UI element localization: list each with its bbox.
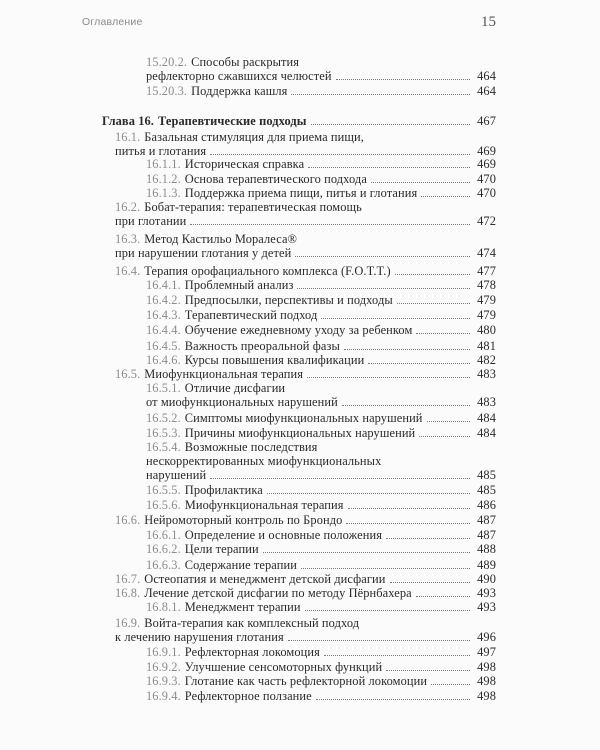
toc-entry-page: 487 — [477, 513, 496, 527]
dot-leader — [316, 699, 470, 700]
dot-leader — [416, 596, 470, 597]
toc-entry-line — [146, 411, 496, 425]
toc-entry-page: 479 — [477, 293, 496, 307]
toc-entry[interactable] — [146, 498, 496, 512]
toc-entry[interactable] — [146, 558, 496, 572]
toc-entry-page: 485 — [477, 483, 496, 497]
toc-entry-title: Миофункциональная терапия — [184, 498, 344, 512]
toc-entry-number: 16.4.1. — [146, 278, 181, 292]
toc-entry-page: 490 — [477, 572, 496, 586]
running-header — [82, 14, 496, 32]
toc-entry-page: 488 — [477, 542, 496, 556]
toc-entry-title: Поддержка приема пищи, питья и глотания — [184, 186, 418, 200]
dot-leader — [348, 508, 470, 509]
toc-entry-number: 16.8. — [115, 586, 141, 600]
toc-entry-number: 16.4.2. — [146, 293, 181, 307]
toc-entry[interactable] — [146, 339, 496, 353]
toc-entry-number: 16.4.5. — [146, 339, 181, 353]
dot-leader — [321, 318, 470, 319]
toc-entry-number: 16.6.3. — [146, 558, 181, 572]
toc-entry-line — [146, 308, 496, 322]
toc-entry-line — [146, 55, 496, 69]
toc-entry-page: 483 — [477, 367, 496, 381]
toc-entry-page: 469 — [477, 144, 496, 158]
toc-entry[interactable] — [146, 381, 496, 409]
toc-entry-number: 16.1.3. — [146, 186, 181, 200]
toc-entry-line — [146, 674, 496, 688]
toc-entry-title: питья и глотания — [115, 144, 207, 158]
toc-entry-number: 16.6.1. — [146, 528, 181, 542]
dot-leader — [416, 333, 470, 334]
toc-entry[interactable] — [146, 157, 496, 171]
toc-entry-page: 493 — [477, 586, 496, 600]
toc-entry-title: при нарушении глотания у детей — [115, 246, 292, 260]
toc-entry[interactable] — [146, 186, 496, 200]
toc-entry-title: Рефлекторная локомоция — [184, 645, 320, 659]
toc-entry-line — [102, 114, 496, 128]
toc-entry[interactable] — [115, 200, 496, 228]
dot-leader — [397, 303, 470, 304]
dot-leader — [395, 274, 470, 275]
toc-entry[interactable] — [146, 660, 496, 674]
toc-entry-line — [146, 293, 496, 307]
toc-entry[interactable] — [146, 600, 496, 614]
toc-entry-title: Глотание как часть рефлекторной локомоции — [184, 674, 428, 688]
toc-entry-line — [115, 630, 496, 644]
toc-entry-title: Терапевтические подходы — [158, 114, 307, 128]
toc-entry-page: 483 — [477, 395, 496, 409]
toc-entry-title: Цели терапии — [184, 542, 259, 556]
toc-entry-number: 16.4. — [115, 264, 141, 278]
dot-leader — [419, 436, 470, 437]
toc-entry-number: 16.9.3. — [146, 674, 181, 688]
toc-entry-line — [115, 616, 496, 630]
toc-entry-title: Историческая справка — [184, 157, 305, 171]
toc-entry[interactable] — [146, 172, 496, 186]
toc-entry-title: Метод Кастильо Моралеса® — [144, 232, 298, 246]
dot-leader — [295, 256, 470, 257]
toc-entry-number: 16.1.2. — [146, 172, 181, 186]
toc-entry[interactable] — [146, 411, 496, 425]
dot-leader — [291, 94, 470, 95]
toc-entry-number: 16.4.6. — [146, 353, 181, 367]
toc-entry-number: 16.5.4. — [146, 440, 181, 454]
toc-entry-title: Основа терапевтического подхода — [184, 172, 367, 186]
page-number: 15 — [481, 14, 496, 30]
toc-entry-number: 16.9.4. — [146, 689, 181, 703]
toc-entry[interactable] — [115, 232, 496, 260]
toc-entry-page: 498 — [477, 660, 496, 674]
toc-entry-number: 16.5.3. — [146, 426, 181, 440]
toc-entry-title: Улучшение сенсомоторных функций — [184, 660, 383, 674]
toc-entry-title: Способы раскрытия — [191, 55, 300, 69]
toc-entry-page: 497 — [477, 645, 496, 659]
dot-leader — [368, 363, 470, 364]
toc-entry[interactable] — [146, 440, 496, 482]
toc-entry-page: 478 — [477, 278, 496, 292]
dot-leader — [386, 670, 470, 671]
toc-entry-title: Нейромоторный контроль по Брондо — [144, 513, 343, 527]
toc-entry-title: при глотании — [115, 214, 187, 228]
toc-entry-page: 464 — [477, 84, 496, 98]
toc-entry-number: 16.6. — [115, 513, 141, 527]
toc-entry[interactable] — [146, 426, 496, 440]
dot-leader — [336, 79, 470, 80]
toc-entry-number: 16.4.4. — [146, 323, 181, 337]
toc-entry-line — [146, 157, 496, 171]
dot-leader — [307, 377, 470, 378]
dot-leader — [190, 224, 470, 225]
toc-entry[interactable] — [146, 674, 496, 688]
toc-entry-title: Симптомы миофункциональных нарушений — [184, 411, 423, 425]
toc-entry-line — [146, 278, 496, 292]
toc-entry[interactable] — [115, 367, 496, 381]
toc-entry-page: 477 — [477, 264, 496, 278]
toc-entry-title: нарушений — [146, 468, 207, 482]
toc-entry-number: 16.7. — [115, 572, 141, 586]
toc-entry-title: Поддержка кашля — [191, 84, 288, 98]
toc-entry-title: Терапевтический подход — [184, 308, 318, 322]
dot-leader — [263, 552, 470, 553]
toc-entry-title: Войта-терапия как комплексный подход — [144, 616, 360, 630]
toc-entry-title: Рефлекторное ползание — [184, 689, 312, 703]
toc-entry-page: 485 — [477, 468, 496, 482]
toc-entry-page: 484 — [477, 411, 496, 425]
toc-entry-number: 16.5. — [115, 367, 141, 381]
toc-entry-line — [115, 144, 496, 158]
toc-entry[interactable] — [146, 278, 496, 292]
dot-leader — [346, 523, 470, 524]
dot-leader — [427, 421, 470, 422]
toc-entry-line — [146, 69, 496, 83]
dot-leader — [308, 167, 470, 168]
toc-entry[interactable] — [115, 513, 496, 527]
toc-entry-title: Проблемный анализ — [184, 278, 294, 292]
toc-entry-title: Бобат-терапия: терапевтическая помощь — [144, 200, 362, 214]
toc-entry-number: 16.4.3. — [146, 308, 181, 322]
toc-entry-line — [146, 528, 496, 542]
toc-entry[interactable] — [146, 645, 496, 659]
toc-entry-line — [146, 558, 496, 572]
dot-leader — [210, 478, 470, 479]
dot-leader — [267, 493, 470, 494]
toc-entry[interactable] — [115, 572, 496, 586]
toc-entry-page: 482 — [477, 353, 496, 367]
toc-entry[interactable] — [146, 542, 496, 556]
toc-entry-line — [115, 586, 496, 600]
toc-entry-page: 484 — [477, 426, 496, 440]
dot-leader — [344, 349, 470, 350]
toc-entry-page: 464 — [477, 69, 496, 83]
toc-entry-title: Остеопатия и менеджмент детской дисфагии — [144, 572, 386, 586]
toc-entry-number: 16.9. — [115, 616, 141, 630]
dot-leader — [342, 405, 470, 406]
dot-leader — [311, 124, 470, 125]
toc-entry-title: Терапия орофациального комплекса (F.O.T.T.) — [144, 264, 391, 278]
toc-entry-line — [146, 468, 496, 482]
toc-entry-title: Предпосылки, перспективы и подходы — [184, 293, 393, 307]
toc-entry[interactable] — [146, 323, 496, 337]
toc-entry-line — [115, 214, 496, 228]
toc-entry-line — [115, 367, 496, 381]
toc-entry-number: 16.5.5. — [146, 483, 181, 497]
toc-entry-number: Глава 16. — [102, 114, 155, 128]
toc-chapter-entry[interactable] — [102, 114, 496, 128]
toc-entry[interactable] — [146, 308, 496, 322]
toc-entry-line — [146, 600, 496, 614]
toc-entry-title: Причины миофункциональных нарушений — [184, 426, 416, 440]
toc-entry-line — [146, 323, 496, 337]
toc-entry-page: 479 — [477, 308, 496, 322]
toc-entry-line — [146, 353, 496, 367]
toc-entry-line — [146, 172, 496, 186]
toc-entry-title: Менеджмент терапии — [184, 600, 301, 614]
toc-entry-title: Профилактика — [184, 483, 263, 497]
toc-entry-line — [115, 513, 496, 527]
toc-entry[interactable] — [146, 353, 496, 367]
toc-entry-number: 16.9.2. — [146, 660, 181, 674]
toc-entry-line — [146, 186, 496, 200]
toc-entry-line — [146, 498, 496, 512]
toc-entry-title: Лечение детской дисфагии по методу Пёрнбахера — [144, 586, 412, 600]
toc-entry-page: 470 — [477, 186, 496, 200]
dot-leader — [386, 538, 470, 539]
toc-entry-number: 16.8.1. — [146, 600, 181, 614]
toc-entry-line — [146, 84, 496, 98]
toc-entry-line — [146, 426, 496, 440]
toc-entry[interactable] — [115, 130, 496, 158]
toc-entry-line — [146, 339, 496, 353]
toc-entry-line — [146, 381, 496, 395]
toc-entry-number: 16.5.1. — [146, 381, 181, 395]
toc-entry-number: 16.5.2. — [146, 411, 181, 425]
toc-entry-number: 16.6.2. — [146, 542, 181, 556]
dot-leader — [297, 288, 470, 289]
toc-entry[interactable] — [146, 84, 496, 98]
toc-entry-line — [146, 440, 496, 454]
toc-entry-title: нескорректированных миофункциональных — [146, 454, 382, 468]
toc-entry-page: 472 — [477, 214, 496, 228]
toc-entry-number: 16.2. — [115, 200, 141, 214]
toc-entry-page: 469 — [477, 157, 496, 171]
toc-entry-page: 498 — [477, 689, 496, 703]
dot-leader — [301, 568, 470, 569]
toc-entry-title: Определение и основные положения — [184, 528, 382, 542]
toc-entry-line — [146, 395, 496, 409]
toc-entry-page: 474 — [477, 246, 496, 260]
toc-entry-line — [146, 454, 496, 468]
toc-entry[interactable] — [146, 483, 496, 497]
toc-entry[interactable] — [146, 293, 496, 307]
toc-entry-title: рефлекторно сжавшихся челюстей — [146, 69, 332, 83]
dot-leader — [324, 655, 470, 656]
toc-entry-title: Отличие дисфагии — [184, 381, 286, 395]
toc-entry-title: Курсы повышения квалификации — [184, 353, 365, 367]
toc-entry-line — [115, 246, 496, 260]
toc-entry-page: 489 — [477, 558, 496, 572]
dot-leader — [210, 154, 470, 155]
dot-leader — [288, 640, 470, 641]
toc-entry-title: Содержание терапии — [184, 558, 297, 572]
toc-entry-page: 480 — [477, 323, 496, 337]
dot-leader — [305, 610, 470, 611]
toc-entry-number: 16.9.1. — [146, 645, 181, 659]
dot-leader — [390, 582, 470, 583]
toc-entry[interactable] — [115, 264, 496, 278]
toc-entry-line — [146, 483, 496, 497]
toc-entry-line — [146, 542, 496, 556]
toc-entry-line — [115, 200, 496, 214]
toc-entry-number: 16.5.6. — [146, 498, 181, 512]
toc-entry-title: Возможные последствия — [184, 440, 318, 454]
dot-leader — [371, 182, 470, 183]
toc-entry-page: 470 — [477, 172, 496, 186]
toc-entry-title: Базальная стимуляция для приема пищи, — [144, 130, 364, 144]
toc-entry-page: 487 — [477, 528, 496, 542]
toc-entry-line — [146, 645, 496, 659]
toc-entry[interactable] — [115, 616, 496, 644]
toc-entry-page: 481 — [477, 339, 496, 353]
toc-entry-title: к лечению нарушения глотания — [115, 630, 284, 644]
toc-entry-line — [115, 232, 496, 246]
toc-entry-page: 486 — [477, 498, 496, 512]
toc-entry-number: 15.20.3. — [146, 84, 188, 98]
toc-entry-number: 16.1.1. — [146, 157, 181, 171]
toc-entry-number: 16.3. — [115, 232, 141, 246]
toc-entry-page: 498 — [477, 674, 496, 688]
toc-entry[interactable] — [146, 689, 496, 703]
dot-leader — [421, 196, 470, 197]
toc-entry-number: 16.1. — [115, 130, 141, 144]
toc-entry[interactable] — [146, 55, 496, 83]
toc-entry-line — [146, 660, 496, 674]
toc-entry-page: 493 — [477, 600, 496, 614]
toc-entry[interactable] — [146, 528, 496, 542]
toc-entry-line — [115, 264, 496, 278]
toc-entry-line — [115, 130, 496, 144]
toc-entry-line — [115, 572, 496, 586]
toc-entry-title: Обучение ежедневному уходу за ребенком — [184, 323, 413, 337]
header-title: Оглавление — [82, 16, 143, 28]
toc-entry-title: от миофункциональных нарушений — [146, 395, 338, 409]
toc-entry-page: 496 — [477, 630, 496, 644]
toc-entry-number: 15.20.2. — [146, 55, 188, 69]
toc-entry-page: 467 — [477, 114, 496, 128]
toc-entry-title: Миофункциональная терапия — [144, 367, 304, 381]
toc-entry-title: Важность преоральной фазы — [184, 339, 340, 353]
dot-leader — [431, 684, 470, 685]
toc-entry-line — [146, 689, 496, 703]
toc-entry[interactable] — [115, 586, 496, 600]
